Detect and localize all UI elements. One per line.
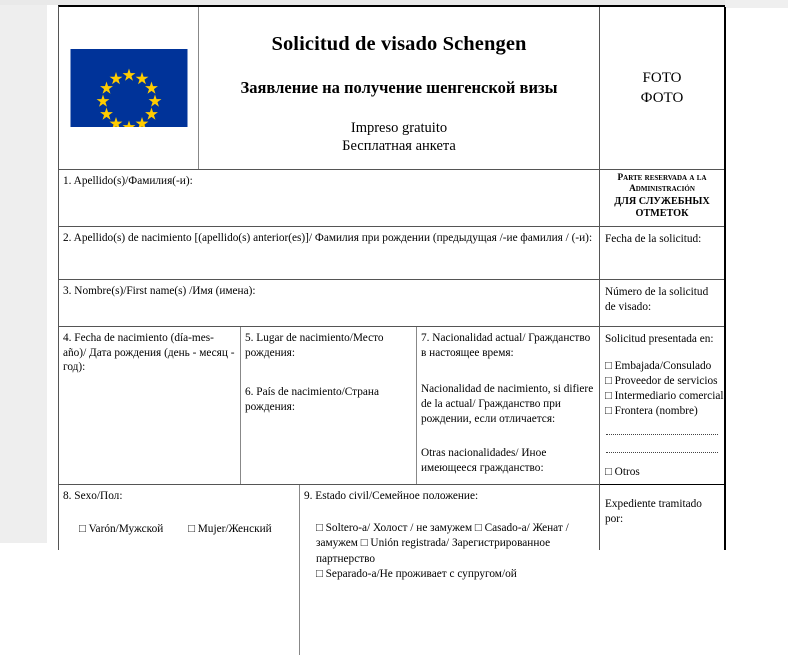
- checkbox-option-other[interactable]: [605, 465, 720, 480]
- admin-heading-es: Parte reservada a la Administración: [617, 173, 707, 195]
- checkbox-label-commercial-intermediary: Intermediario comercial: [614, 389, 724, 402]
- admin-handled-by-label: Expediente tramitado por:: [605, 498, 702, 525]
- photo-label-es: FOTO: [642, 69, 682, 86]
- field-8-sex[interactable]: [59, 485, 300, 655]
- admin-submitted-at: [600, 327, 724, 485]
- logo-cell: [59, 7, 199, 169]
- field-5-6-place-country-of-birth[interactable]: [241, 327, 417, 484]
- checkbox-label-border: Frontera (nombre): [614, 404, 698, 417]
- page-subtitle-es: Impreso gratuito: [350, 120, 448, 136]
- admin-handled-by[interactable]: [600, 485, 724, 585]
- form-admin-column: [600, 7, 726, 550]
- field-4-label: 4. Fecha de nacimiento (día-mes-año)/ Дата рождения (день - месяц - год):: [63, 332, 235, 374]
- checkbox-option-embassy[interactable]: [605, 359, 720, 374]
- checkbox-option-male[interactable]: [79, 523, 163, 535]
- checkbox-label-service-provider: Proveedor de servicios: [614, 374, 718, 387]
- field-2-label: 2. Apellido(s) de nacimiento [(apellido(s) anterior(es)]/ Фамилия при рождении (предыдущая /-ие фамилия / (-и):: [63, 232, 593, 244]
- page-title-ru: Заявление на получение шенгенской визы: [240, 78, 558, 97]
- admin-application-date-label: Fecha de la solicitud:: [605, 233, 702, 245]
- field-9-options-line-2[interactable]: замужем □ Unión registrada/ Зарегистрированное партнерство: [316, 537, 551, 565]
- field-8-label: 8. Sexo/Пол:: [63, 490, 123, 502]
- checkbox-icon: □: [605, 389, 612, 402]
- admin-visa-number-label: Número de la solicitud de visado:: [605, 286, 709, 313]
- form-header: [59, 7, 599, 170]
- checkbox-label-embassy: Embajada/Consulado: [614, 359, 712, 372]
- admin-submitted-options: [605, 359, 724, 419]
- admin-write-in-line-1[interactable]: [606, 433, 718, 435]
- field-9-options-line-3[interactable]: □ Separado-a/Не проживает с супругом/ой: [316, 568, 517, 581]
- field-1-surname[interactable]: [59, 170, 599, 227]
- form-titles: [199, 7, 599, 169]
- checkbox-label-male: Varón/Мужской: [88, 522, 164, 535]
- page-subtitle-ru: Бесплатная анкета: [342, 138, 456, 154]
- form-main-column: [59, 7, 600, 581]
- field-9-label: 9. Estado civil/Семейное положение:: [304, 490, 479, 502]
- field-1-label: 1. Apellido(s)/Фамилия(-и):: [63, 175, 193, 187]
- checkbox-icon: □: [605, 359, 612, 372]
- checkbox-option-commercial-intermediary[interactable]: [605, 389, 724, 404]
- visa-application-form: [58, 5, 725, 581]
- field-2-surname-at-birth[interactable]: [59, 227, 599, 280]
- page-title: Solicitud de visado Schengen: [271, 33, 527, 55]
- checkbox-icon: □: [188, 522, 195, 535]
- field-7-nationality[interactable]: [417, 327, 599, 484]
- field-6-label: 6. País de nacimiento/Страна рождения:: [245, 386, 379, 414]
- admin-submitted-label: Solicitud presentada en:: [605, 333, 714, 345]
- checkbox-label-other: Otros: [614, 465, 640, 478]
- checkbox-option-female[interactable]: [188, 523, 272, 535]
- checkbox-icon: □: [605, 465, 612, 478]
- field-9-marital-status[interactable]: [300, 485, 599, 655]
- eu-flag-icon: [68, 49, 190, 127]
- field-7-birth-nationality-label: Nacionalidad de nacimiento, si difiere de la actual/ Гражданство при рождении, если отличается:: [421, 383, 594, 425]
- field-3-label: 3. Nombre(s)/First name(s) /Имя (имена):: [63, 285, 256, 297]
- field-5-label: 5. Lugar de nacimiento/Место рождения:: [245, 332, 384, 359]
- admin-heading-ru: ДЛЯ СЛУЖЕБНЫХ ОТМЕТОК: [614, 195, 710, 219]
- field-3-first-names[interactable]: [59, 280, 599, 327]
- admin-visa-number[interactable]: [600, 280, 724, 327]
- field-7-other-nationalities-label: Otras nacionalidades/ Иное имеющееся гражданство:: [421, 447, 547, 475]
- checkbox-icon: □: [605, 374, 612, 387]
- checkbox-icon: □: [79, 522, 86, 535]
- field-row-8-9: [59, 485, 599, 655]
- field-4-date-of-birth[interactable]: [59, 327, 241, 484]
- admin-application-date[interactable]: [600, 227, 724, 280]
- checkbox-option-service-provider[interactable]: [605, 374, 720, 389]
- field-row-4-7: [59, 327, 599, 485]
- page-gutter-right: [725, 0, 788, 8]
- field-9-options-line-1[interactable]: □ Soltero-a/ Холост / не замужем □ Casado-a/ Женат /: [316, 521, 569, 534]
- photo-label-ru: ФОТО: [640, 90, 684, 106]
- field-8-options: [63, 522, 296, 537]
- field-7-label: 7. Nacionalidad actual/ Гражданство в настоящее время:: [421, 332, 591, 359]
- admin-section-heading: [600, 170, 724, 227]
- admin-write-in-line-2[interactable]: [606, 451, 718, 453]
- field-9-options: [304, 521, 596, 583]
- checkbox-label-female: Mujer/Женский: [197, 522, 272, 535]
- page-gutter-left: [0, 0, 47, 543]
- checkbox-icon: □: [605, 404, 612, 417]
- photo-placeholder: [600, 7, 724, 170]
- checkbox-option-border[interactable]: [605, 404, 720, 419]
